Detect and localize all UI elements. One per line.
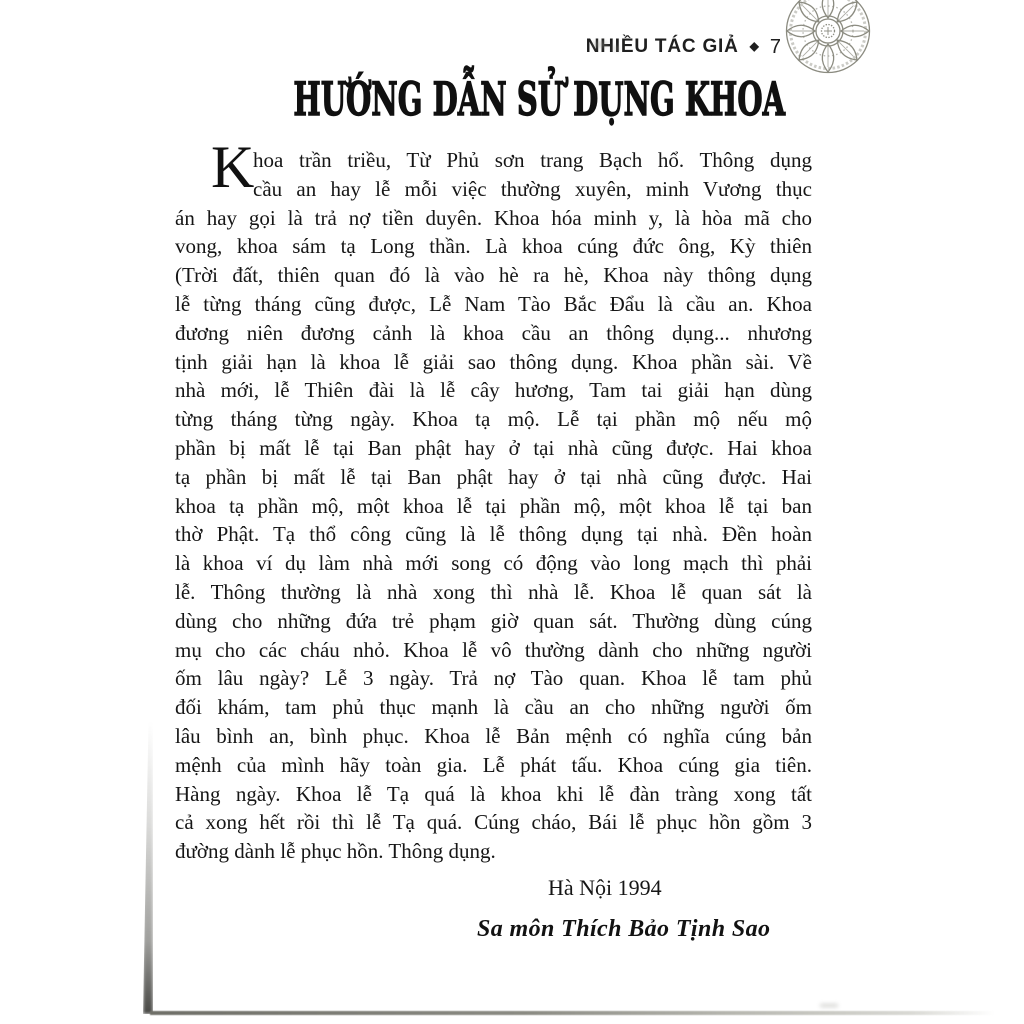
body-text-line: đương niên đương cảnh là khoa cầu an thông dụng... nhương — [175, 320, 812, 345]
body-text-line: cả xong hết rồi thì lễ Tạ quá. Cúng cháo, Bái lễ phục hồn gồm 3 — [175, 810, 812, 835]
body-text-line: khoa tạ phần mộ, một khoa lễ tại phần mộ, một khoa lễ tại ban — [175, 493, 812, 518]
body-text-line: lễ từng tháng cũng được, Lễ Nam Tào Bắc Đẩu là cầu an. Khoa — [175, 291, 812, 316]
scan-smudge — [592, 41, 608, 48]
body-text-line: đối khám, tam phủ thục mạnh là cầu an cho những người ốm — [175, 695, 812, 720]
body-paragraph — [175, 134, 812, 866]
signature: Sa môn Thích Bảo Tịnh Sao — [477, 916, 771, 942]
body-text-line: hoa trần triều, Từ Phủ sơn trang Bạch hổ. Thông dụng — [253, 148, 812, 172]
body-text-line: nhà mới, lễ Thiên đài là lễ cây hương, Tam tai giải hạn dùng — [175, 378, 812, 403]
drop-cap: K — [211, 134, 255, 200]
body-text-line: Hàng ngày. Khoa lễ Tạ quá là khoa khi lễ đàn tràng xong tất — [175, 781, 812, 806]
body-text-line: mệnh của mình hãy toàn gia. Lễ phát tấu. Khoa cúng gia tiên. — [175, 752, 812, 777]
body-text-line: từng tháng từng ngày. Khoa tạ mộ. Lễ tại phần mộ nếu mộ — [175, 407, 812, 432]
body-text-line: (Trời đất, thiên quan đó là vào hè ra hè, Khoa này thông dụng — [175, 263, 812, 288]
body-text-line: lâu bình an, bình phục. Khoa lễ Bản mệnh có nghĩa cúng bản — [175, 723, 812, 748]
body-text-line: phần bị mất lễ tại Ban phật hay ở tại nhà cũng được. Hai khoa — [175, 435, 812, 460]
body-text-line: lễ. Thông thường là nhà xong thì nhà lễ. Khoa lễ quan sát là — [175, 579, 812, 604]
diamond-icon: ◆ — [749, 39, 759, 53]
body-text-line: cầu an hay lễ mỗi việc thường xuyên, minh Vương thục — [253, 176, 812, 201]
scan-smudge — [820, 1004, 838, 1007]
dateline: Hà Nội 1994 — [548, 875, 662, 900]
body-text-line: vong, khoa sám tạ Long thần. Là khoa cúng đức ông, Kỳ thiên — [175, 234, 812, 259]
page-number: 7 — [769, 35, 781, 58]
body-text-line: đường dành lễ phục hồn. Thông dụng. — [175, 839, 496, 864]
page-edge-shadow-left — [143, 722, 153, 1014]
scan-smudge — [612, 46, 620, 51]
body-text-line: mụ cho các cháu nhỏ. Khoa lễ vô thường dành cho những người — [175, 637, 812, 662]
body-text-line: ốm lâu ngày? Lễ 3 ngày. Trả nợ Tào quan. Khoa lễ tam phủ — [175, 666, 812, 691]
lotus-mandala-icon — [782, 0, 874, 78]
body-text-line: tạ phần bị mất lễ tại Ban phật hay ở tại nhà cũng được. Hai — [175, 464, 812, 489]
page-edge-shadow-bottom — [150, 1011, 995, 1015]
body-lines — [175, 146, 812, 866]
body-text-line: án hay gọi là trả nợ tiền duyên. Khoa hóa minh y, là hòa mã cho — [175, 205, 812, 230]
body-text-line: dùng cho những đứa trẻ phạm giờ quan sát. Thường dùng cúng — [175, 608, 812, 633]
body-text-line: là khoa ví dụ làm nhà mới song có động vào long mạch thì phải — [175, 551, 812, 576]
chapter-title: HƯỚNG DẪN SỬ DỤNG KHOA — [293, 72, 786, 126]
running-header-label: NHIỀU TÁC GIẢ — [585, 36, 739, 57]
body-text-line: thờ Phật. Tạ thổ công cũng là lễ thông dụng tại nhà. Đền hoàn — [175, 522, 812, 547]
body-text-line: tịnh giải hạn là khoa lễ giải sao thông dụng. Khoa phần sài. Về — [175, 349, 812, 374]
